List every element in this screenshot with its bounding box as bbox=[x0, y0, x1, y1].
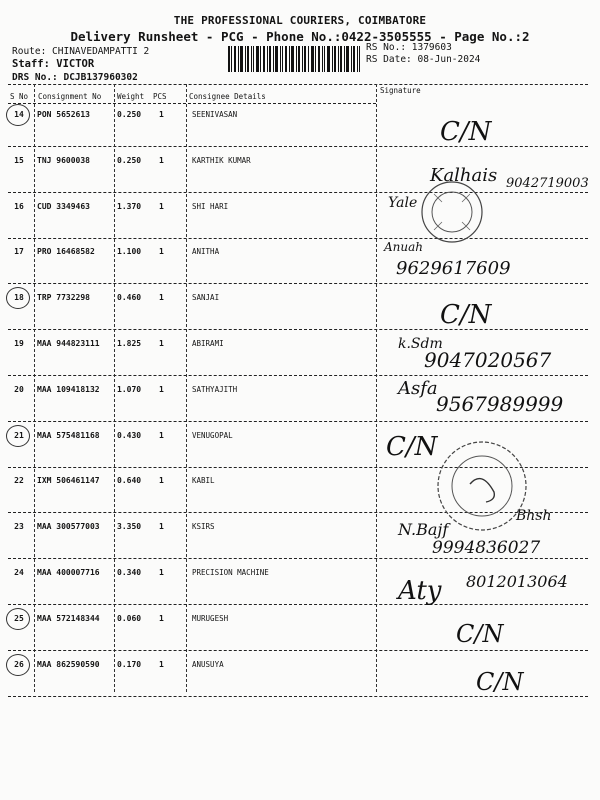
row-consignment-number: TNJ 9600038 bbox=[37, 156, 90, 165]
signature-shihari: Yale bbox=[388, 195, 418, 211]
row-serial-number: 21 bbox=[14, 431, 24, 440]
row-separator bbox=[8, 238, 588, 239]
row-weight: 1.070 bbox=[117, 385, 142, 394]
rs-number: RS No.: 1379603 bbox=[366, 42, 452, 53]
row-pieces: 1 bbox=[159, 568, 164, 577]
runsheet-title: Delivery Runsheet - PCG - Phone No.:0422-3505555 - Page No.:2 bbox=[70, 29, 530, 44]
col-header-details: Consignee Details bbox=[189, 92, 266, 101]
row-separator bbox=[8, 375, 588, 376]
handwritten-cn: C/N bbox=[386, 432, 438, 462]
row-consignee-name: MURUGESH bbox=[192, 614, 229, 623]
signature-karthik: Kalhais bbox=[430, 165, 498, 186]
row-consignee-name: KARTHIK KUMAR bbox=[192, 156, 251, 165]
row-weight: 1.825 bbox=[117, 339, 142, 348]
row-consignment-number: TRP 7732298 bbox=[37, 293, 90, 302]
signature-ksirs: N.Bajf bbox=[398, 520, 449, 539]
signature-abirami: k.Sdm bbox=[398, 336, 443, 352]
handwritten-phone: 9047020567 bbox=[424, 348, 552, 372]
company-stamp bbox=[420, 180, 484, 244]
drs-number: DRS No.: DCJB137960302 bbox=[12, 72, 138, 83]
row-consignment-number: MAA 400007716 bbox=[37, 568, 100, 577]
signature-sathyajith: Asfa bbox=[398, 378, 438, 399]
row-separator bbox=[8, 696, 588, 697]
row-pieces: 1 bbox=[159, 431, 164, 440]
row-serial-number: 15 bbox=[14, 156, 24, 165]
row-consignment-number: MAA 575481168 bbox=[37, 431, 100, 440]
row-weight: 0.430 bbox=[117, 431, 142, 440]
row-consignment-number: MAA 109418132 bbox=[37, 385, 100, 394]
row-serial-number: 25 bbox=[14, 614, 24, 623]
row-separator bbox=[8, 421, 588, 422]
handwritten-phone: 9994836027 bbox=[432, 538, 541, 558]
table-row bbox=[0, 198, 600, 242]
row-consignment-number: MAA 944823111 bbox=[37, 339, 100, 348]
row-separator bbox=[8, 650, 588, 651]
row-consignment-number: PRO 16468582 bbox=[37, 247, 95, 256]
row-weight: 1.370 bbox=[117, 202, 142, 211]
row-serial-number: 17 bbox=[14, 247, 24, 256]
row-consignment-number: PON 5652613 bbox=[37, 110, 90, 119]
row-serial-number: 22 bbox=[14, 476, 24, 485]
row-consignee-name: KABIL bbox=[192, 476, 215, 485]
row-weight: 0.060 bbox=[117, 614, 142, 623]
row-serial-number: 18 bbox=[14, 293, 24, 302]
row-weight: 0.170 bbox=[117, 660, 142, 669]
company-name: THE PROFESSIONAL COURIERS, COIMBATORE bbox=[173, 14, 427, 27]
handwritten-cn: C/N bbox=[440, 117, 492, 147]
table-row bbox=[0, 289, 600, 333]
row-pieces: 1 bbox=[159, 385, 164, 394]
route-label: Route: CHINAVEDAMPATTI 2 bbox=[12, 46, 150, 57]
row-separator bbox=[8, 146, 588, 147]
handwritten-phone: 8012013064 bbox=[466, 572, 568, 591]
table-top-rule bbox=[8, 84, 588, 85]
handwritten-phone: 9629617609 bbox=[396, 258, 511, 279]
signature-precision: Aty bbox=[398, 576, 442, 606]
table-row bbox=[0, 106, 600, 150]
row-pieces: 1 bbox=[159, 247, 164, 256]
handwritten-phone: 9042719003 bbox=[506, 176, 589, 191]
row-consignee-name: SHI HARI bbox=[192, 202, 229, 211]
row-pieces: 1 bbox=[159, 202, 164, 211]
row-weight: 1.100 bbox=[117, 247, 142, 256]
row-consignee-name: ABIRAMI bbox=[192, 339, 224, 348]
row-consignment-number: IXM 506461147 bbox=[37, 476, 100, 485]
row-weight: 3.350 bbox=[117, 522, 142, 531]
handwritten-cn: C/N bbox=[456, 620, 504, 648]
row-consignee-name: ANITHA bbox=[192, 247, 220, 256]
row-separator bbox=[8, 283, 588, 284]
row-consignment-number: MAA 300577003 bbox=[37, 522, 100, 531]
row-serial-number: 23 bbox=[14, 522, 24, 531]
row-pieces: 1 bbox=[159, 476, 164, 485]
row-serial-number: 19 bbox=[14, 339, 24, 348]
row-serial-number: 24 bbox=[14, 568, 24, 577]
row-consignee-name: SANJAI bbox=[192, 293, 220, 302]
row-pieces: 1 bbox=[159, 339, 164, 348]
row-pieces: 1 bbox=[159, 660, 164, 669]
row-consignee-name: PRECISION MACHINE bbox=[192, 568, 269, 577]
row-consignee-name: ANUSUYA bbox=[192, 660, 224, 669]
row-consignee-name: KSIRS bbox=[192, 522, 215, 531]
row-serial-number: 16 bbox=[14, 202, 24, 211]
row-consignment-number: MAA 572148344 bbox=[37, 614, 100, 623]
row-separator bbox=[8, 604, 588, 605]
header-bottom-rule bbox=[8, 103, 376, 104]
row-weight: 0.250 bbox=[117, 110, 142, 119]
col-header-sno: S No bbox=[10, 92, 29, 101]
table-row bbox=[0, 610, 600, 654]
signature-anitha: Anuah bbox=[384, 240, 424, 254]
row-separator bbox=[8, 192, 588, 193]
row-consignee-name: SEENIVASAN bbox=[192, 110, 238, 119]
col-header-pcs: PCS bbox=[153, 92, 167, 101]
row-pieces: 1 bbox=[159, 522, 164, 531]
col-header-consignment: Consignment No bbox=[38, 92, 102, 101]
handwritten-phone: 9567989999 bbox=[436, 392, 564, 416]
col-header-signature: Signature bbox=[380, 86, 421, 95]
rs-date: RS Date: 08-Jun-2024 bbox=[366, 54, 481, 65]
row-serial-number: 20 bbox=[14, 385, 24, 394]
row-weight: 0.640 bbox=[117, 476, 142, 485]
company-stamp bbox=[436, 440, 528, 532]
row-pieces: 1 bbox=[159, 614, 164, 623]
barcode bbox=[228, 46, 360, 72]
row-consignment-number: CUD 3349463 bbox=[37, 202, 90, 211]
col-header-weight: Weight bbox=[117, 92, 145, 101]
row-consignee-name: VENUGOPAL bbox=[192, 431, 233, 440]
handwritten-cn: C/N bbox=[476, 668, 524, 696]
row-weight: 0.340 bbox=[117, 568, 142, 577]
row-consignee-name: SATHYAJITH bbox=[192, 385, 238, 394]
row-pieces: 1 bbox=[159, 156, 164, 165]
row-pieces: 1 bbox=[159, 110, 164, 119]
row-weight: 0.460 bbox=[117, 293, 142, 302]
row-consignment-number: MAA 862590590 bbox=[37, 660, 100, 669]
row-serial-number: 14 bbox=[14, 110, 24, 119]
row-serial-number: 26 bbox=[14, 660, 24, 669]
row-separator bbox=[8, 558, 588, 559]
row-separator bbox=[8, 329, 588, 330]
row-weight: 0.250 bbox=[117, 156, 142, 165]
row-pieces: 1 bbox=[159, 293, 164, 302]
handwritten-cn: C/N bbox=[440, 300, 492, 330]
staff-label: Staff: VICTOR bbox=[12, 58, 95, 70]
signature-ksirs-2: Bhsh bbox=[516, 508, 552, 524]
